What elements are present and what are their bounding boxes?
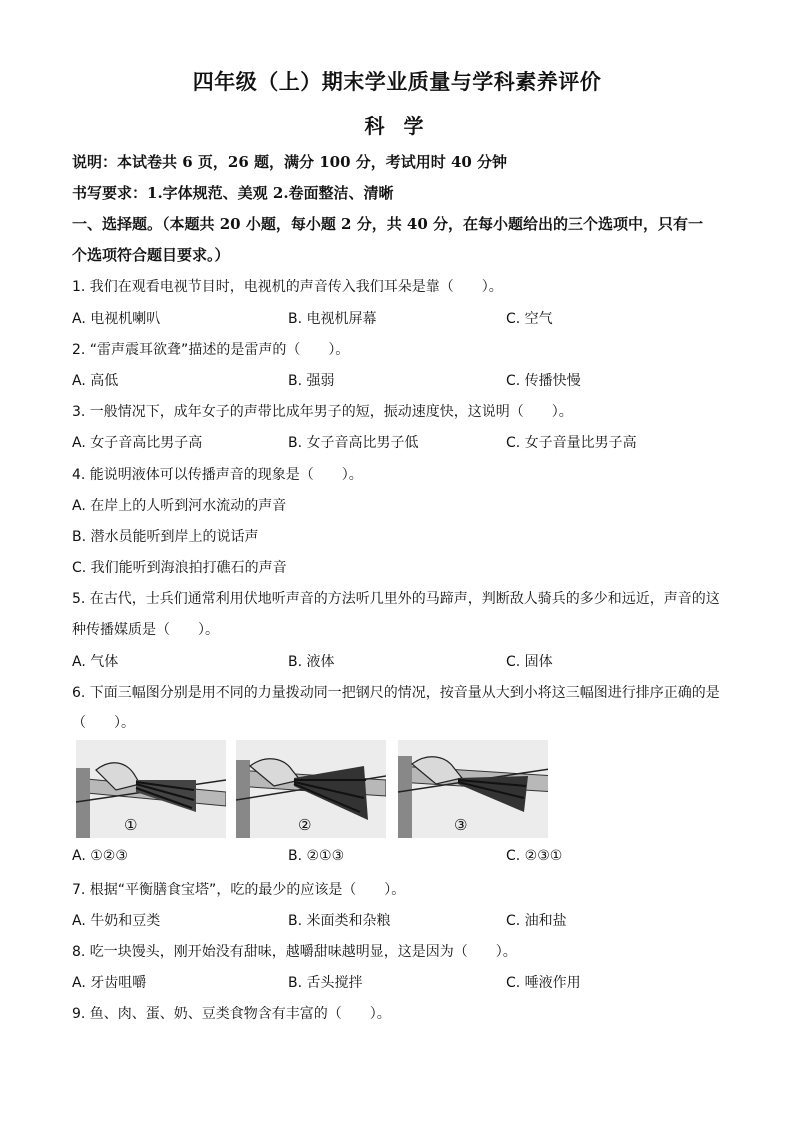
q8-option-b[interactable]: B. 舌头搅拌 [288, 975, 363, 991]
q3-option-c[interactable]: C. 女子音量比男子高 [506, 435, 637, 451]
question-4: 4. 能说明液体可以传播声音的现象是（ ）。 [72, 467, 363, 483]
q4-option-c[interactable]: C. 我们能听到海浪拍打礁石的声音 [72, 560, 287, 576]
q7-option-a[interactable]: A. 牛奶和豆类 [72, 913, 161, 929]
subject-title: 科 学 [364, 114, 430, 138]
q5-option-b[interactable]: B. 液体 [288, 654, 335, 670]
question-5-line1: 5. 在古代，士兵们通常利用伏地听声音的方法听几里外的马蹄声，判断敌人骑兵的多少和远近，声音的这 [72, 591, 720, 607]
exam-instructions: 说明：本试卷共 6 页，26 题，满分 100 分，考试用时 40 分钟 [72, 153, 508, 171]
q3-option-a[interactable]: A. 女子音高比男子高 [72, 435, 203, 451]
writing-requirements: 书写要求：1.字体规范、美观 2.卷面整洁、清晰 [72, 184, 394, 202]
q8-option-a[interactable]: A. 牙齿咀嚼 [72, 975, 147, 991]
question-6-line1: 6. 下面三幅图分别是用不同的力量拨动同一把钢尺的情况，按音量从大到小将这三幅图进行排序正确的是 [72, 685, 720, 701]
question-7: 7. 根据“平衡膳食宝塔”，吃的最少的应该是（ ）。 [72, 882, 406, 898]
question-2: 2. “雷声震耳欲聋”描述的是雷声的（ ）。 [72, 342, 350, 358]
q1-option-b[interactable]: B. 电视机屏幕 [288, 311, 377, 327]
figure-panel-2 [236, 740, 386, 838]
q5-option-c[interactable]: C. 固体 [506, 654, 553, 670]
q8-option-c[interactable]: C. 唾液作用 [506, 975, 581, 991]
q6-option-b[interactable]: B. ②①③ [288, 848, 345, 864]
question-6-line2: （ ）。 [72, 715, 135, 731]
figure-label-1: ① [124, 816, 138, 834]
q4-option-b[interactable]: B. 潜水员能听到岸上的说话声 [72, 529, 259, 545]
question-5-line2: 种传播媒质是（ ）。 [72, 622, 219, 638]
q1-option-c[interactable]: C. 空气 [506, 311, 553, 327]
figure-label-3: ③ [454, 816, 468, 834]
q2-option-a[interactable]: A. 高低 [72, 373, 119, 389]
question-8: 8. 吃一块馒头，刚开始没有甜味，越嚼甜味越明显，这是因为（ ）。 [72, 944, 517, 960]
q6-option-a[interactable]: A. ①②③ [72, 848, 128, 864]
q4-option-a[interactable]: A. 在岸上的人听到河水流动的声音 [72, 498, 287, 514]
q5-option-a[interactable]: A. 气体 [72, 654, 119, 670]
figure-panel-3 [398, 740, 548, 838]
figure-panel-1 [76, 740, 226, 838]
exam-title: 四年级（上）期末学业质量与学科素养评价 [192, 69, 602, 94]
q7-option-b[interactable]: B. 米面类和杂粮 [288, 913, 391, 929]
q2-option-c[interactable]: C. 传播快慢 [506, 373, 581, 389]
question-1: 1. 我们在观看电视节目时，电视机的声音传入我们耳朵是靠（ ）。 [72, 279, 503, 295]
q6-option-c[interactable]: C. ②③① [506, 848, 563, 864]
q2-option-b[interactable]: B. 强弱 [288, 373, 335, 389]
section-heading-line1: 一、选择题。（本题共 20 小题，每小题 2 分，共 40 分，在每小题给出的三个选项中，只有一 [72, 215, 704, 233]
ruler-vibration-figure [76, 740, 556, 838]
section-heading-line2: 个选项符合题目要求。） [72, 246, 230, 264]
question-9: 9. 鱼、肉、蛋、奶、豆类食物含有丰富的（ ）。 [72, 1006, 391, 1022]
q3-option-b[interactable]: B. 女子音高比男子低 [288, 435, 419, 451]
q7-option-c[interactable]: C. 油和盐 [506, 913, 567, 929]
question-3: 3. 一般情况下，成年女子的声带比成年男子的短，振动速度快，这说明（ ）。 [72, 404, 573, 420]
q1-option-a[interactable]: A. 电视机喇叭 [72, 311, 161, 327]
figure-label-2: ② [298, 816, 312, 834]
